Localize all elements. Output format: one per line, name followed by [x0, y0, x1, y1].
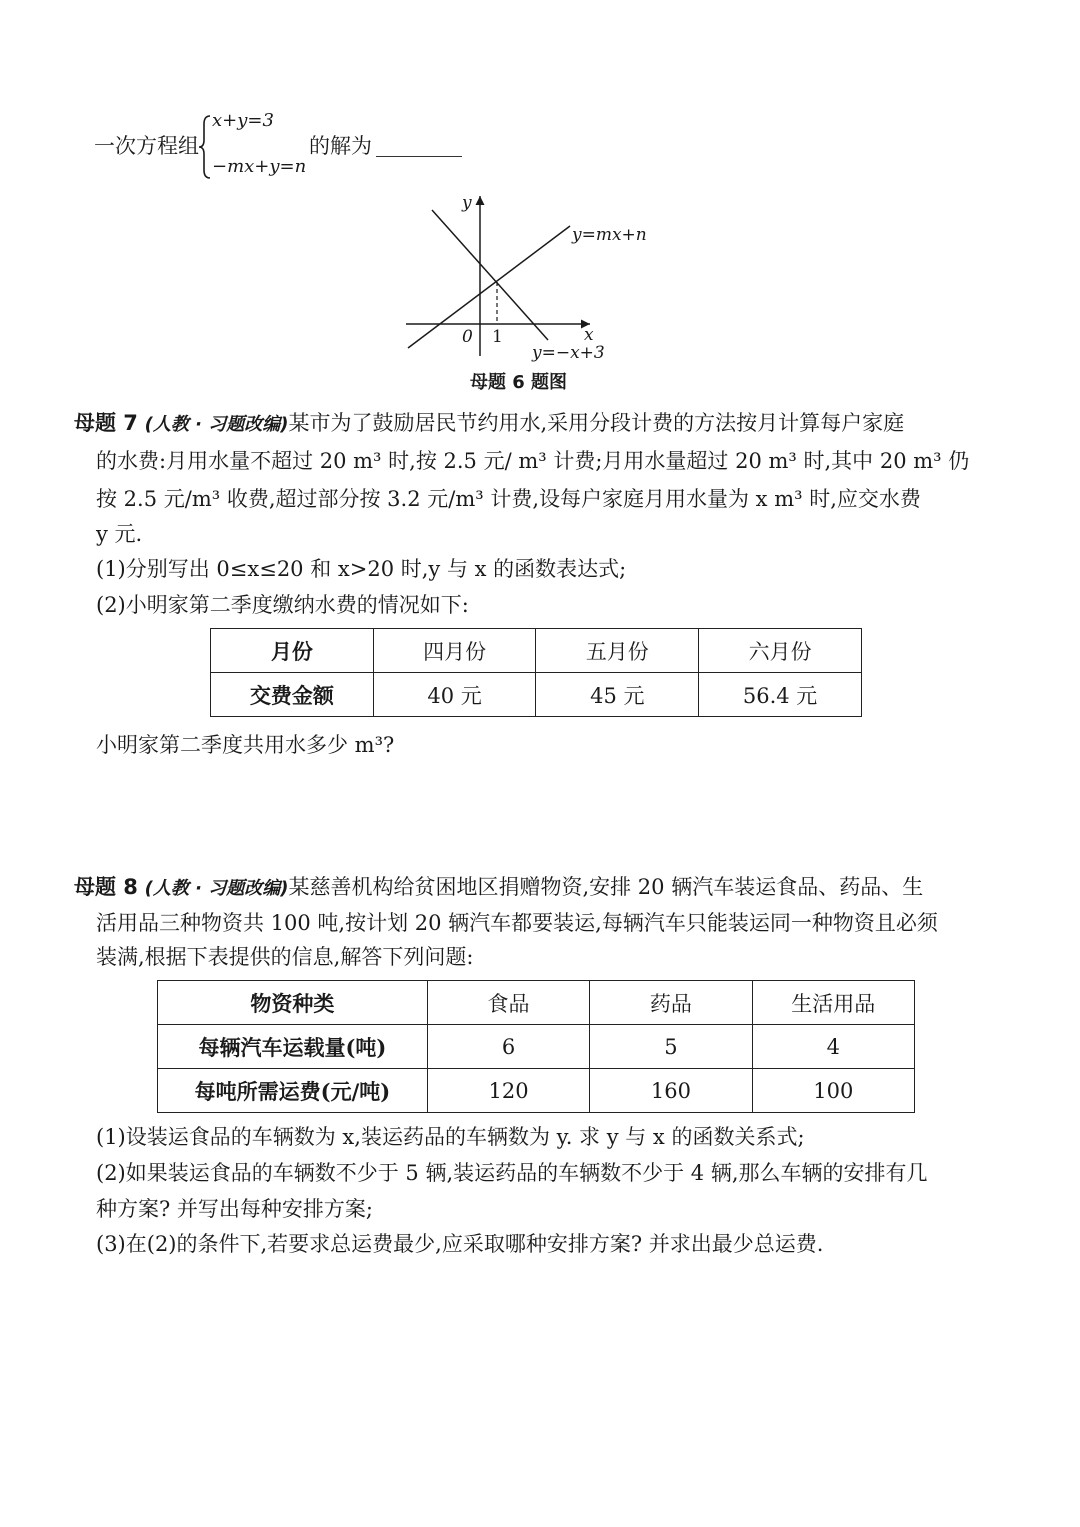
origin-label: 0: [462, 327, 473, 347]
table-cell: 每吨所需运费(元/吨): [158, 1069, 428, 1113]
q6-caption: 母题 6 题图: [470, 372, 568, 393]
line1-label: y=mx+n: [572, 225, 647, 245]
table-header-cell: 生活用品: [752, 981, 914, 1025]
x-axis-label: x: [584, 325, 594, 345]
table-cell: 4: [752, 1025, 914, 1069]
q8-sub2-line1: (2)如果装运食品的车辆数不少于 5 辆,装运药品的车辆数不少于 4 辆,那么车辆的安排有几: [96, 1161, 928, 1185]
table-header-cell: 食品: [427, 981, 589, 1025]
table-cell: 45 元: [536, 673, 699, 717]
table-cell: 每辆汽车运载量(吨): [158, 1025, 428, 1069]
q7-text-1: 某市为了鼓励居民节约用水,采用分段计费的方法按月计算每户家庭: [288, 411, 905, 435]
q6-graph: [390, 188, 660, 370]
q8-line-2: 活用品三种物资共 100 吨,按计划 20 辆汽车都要装运,每辆汽车只能装运同一种物资且必须: [96, 911, 938, 935]
table-header-cell: 五月份: [536, 629, 699, 673]
line-y-mx-n: [408, 226, 570, 348]
line2-label: y=−x+3: [532, 343, 605, 363]
q8-sub3: (3)在(2)的条件下,若要求总运费最少,应采取哪种安排方案? 并求出最少总运费.: [96, 1232, 824, 1256]
q7-question: 小明家第二季度共用水多少 m³?: [96, 733, 395, 757]
table-cell: 56.4 元: [699, 673, 862, 717]
q7-fee-table: [210, 628, 862, 717]
table-cell: 100: [752, 1069, 914, 1113]
table-row: [158, 1025, 915, 1069]
q7-line-2: 的水费:月用水量不超过 20 m³ 时,按 2.5 元/ m³ 计费;月用水量超过 20 m³ 时,其中 20 m³ 仍: [96, 449, 970, 473]
y-axis-label: y: [462, 193, 472, 213]
table-row: [211, 673, 862, 717]
table-row: [158, 981, 915, 1025]
q7-sub1: (1)分别写出 0≤x≤20 和 x>20 时,y 与 x 的函数表达式;: [96, 557, 627, 581]
q6-eq2: −mx+y=n: [212, 156, 307, 177]
table-cell: 6: [427, 1025, 589, 1069]
table-header-cell: 物资种类: [158, 981, 428, 1025]
q7-title: 母题 7: [74, 411, 138, 435]
table-row: [158, 1069, 915, 1113]
q8-supplies-table: [157, 980, 915, 1113]
table-cell: 160: [590, 1069, 752, 1113]
q8-text-1: 某慈善机构给贫困地区捐赠物资,安排 20 辆汽车装运食品、药品、生: [288, 875, 924, 899]
table-cell: 40 元: [373, 673, 536, 717]
brace-icon: [198, 114, 212, 180]
line-y-neg-x-3: [432, 210, 548, 340]
q8-source: (人教 · 习题改编): [144, 878, 289, 899]
table-cell: 交费金额: [211, 673, 374, 717]
q7-line-3: 按 2.5 元/m³ 收费,超过部分按 3.2 元/m³ 计费,设每户家庭月用水量为 x m³ 时,应交水费: [96, 487, 921, 511]
q6-lead-text: 一次方程组: [94, 134, 199, 158]
tick-label-1: 1: [492, 327, 503, 347]
q8-title: 母题 8: [74, 875, 138, 899]
q6-eq1: x+y=3: [212, 110, 274, 131]
table-row: [211, 629, 862, 673]
q8-line-3: 装满,根据下表提供的信息,解答下列问题:: [96, 945, 474, 969]
q7-line-1: [74, 408, 904, 440]
q7-line-4: y 元.: [96, 522, 143, 546]
q8-sub1: (1)设装运食品的车辆数为 x,装运药品的车辆数为 y. 求 y 与 x 的函数关系式;: [96, 1125, 805, 1149]
table-header-cell: 六月份: [699, 629, 862, 673]
table-header-cell: 药品: [590, 981, 752, 1025]
q6-answer-blank: [376, 136, 462, 157]
q6-equation-system: [94, 110, 494, 182]
table-header-cell: 月份: [211, 629, 374, 673]
q8-sub2-line2: 种方案? 并写出每种安排方案;: [96, 1197, 374, 1221]
q8-line-1: [74, 872, 923, 904]
table-cell: 5: [590, 1025, 752, 1069]
q6-after-text: 的解为: [309, 134, 372, 158]
table-header-cell: 四月份: [373, 629, 536, 673]
q7-source: (人教 · 习题改编): [144, 414, 289, 435]
q7-sub2: (2)小明家第二季度缴纳水费的情况如下:: [96, 593, 469, 617]
table-cell: 120: [427, 1069, 589, 1113]
